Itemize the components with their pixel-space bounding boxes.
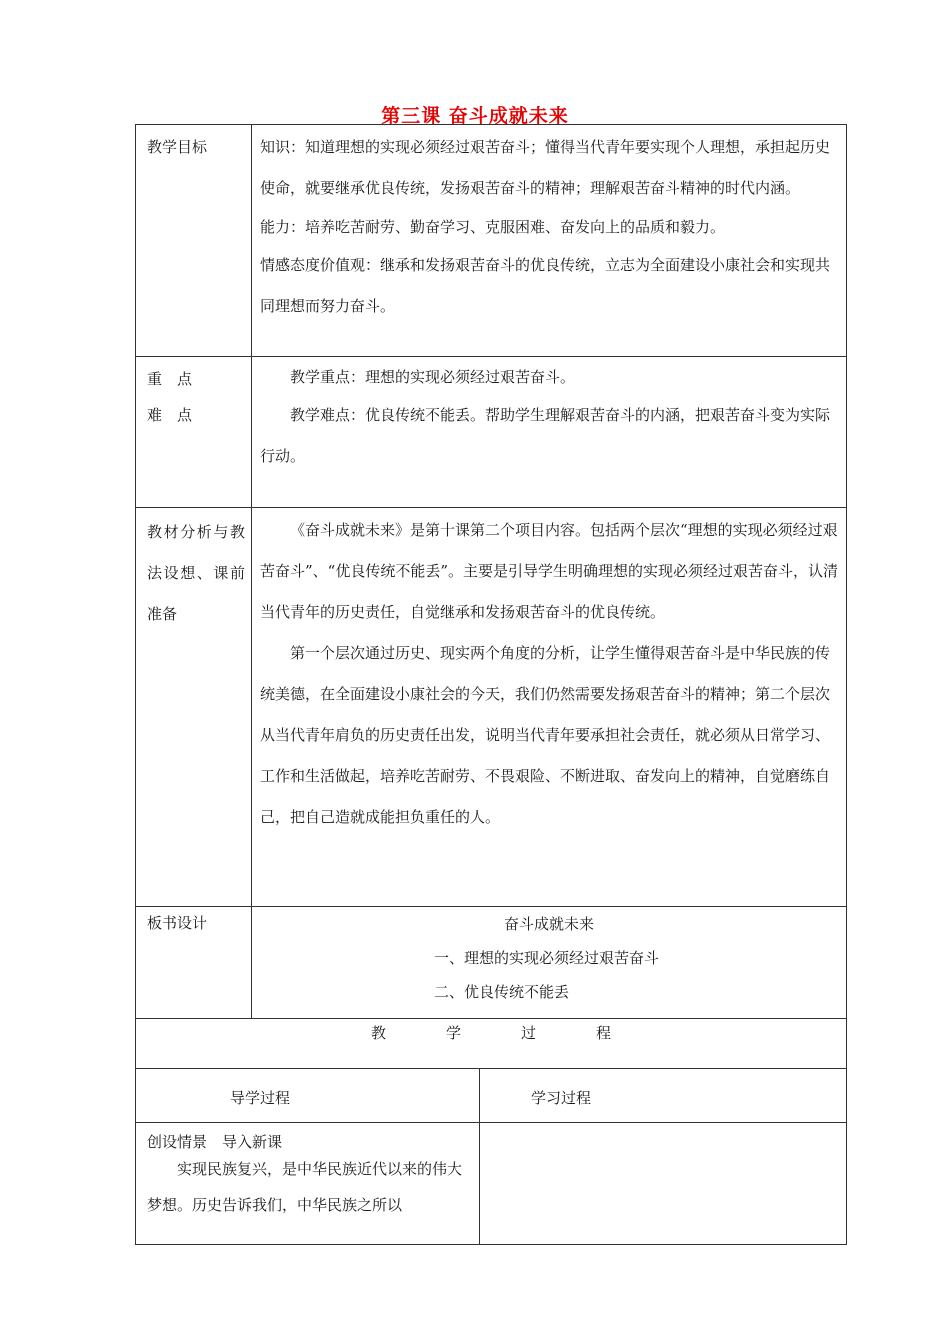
focus-labels <box>136 357 252 507</box>
learn-cell <box>480 1123 846 1244</box>
row-process-heading <box>135 1018 847 1069</box>
row-columns <box>135 1068 847 1123</box>
board-label: 板书设计 <box>136 907 252 1018</box>
analysis-p1: 《奋斗成就未来》是第十课第二个项目内容。包括两个层次“理想的实现必须经过艰苦奋斗”、“优良传统不能丢”。主要是引导学生明确理想的实现必须经过艰苦奋斗，认清当代青年的历史责任，自觉继承和发扬艰苦奋斗的优良传统。 <box>260 521 839 621</box>
board-line2: 一、理想的实现必须经过艰苦奋斗 <box>434 949 660 967</box>
focus-key: 教学重点：理想的实现必须经过艰苦奋斗。 <box>290 368 576 386</box>
goals-ability: 能力：培养吃苦耐劳、勤奋学习、克服困难、奋发向上的品质和毅力。 <box>260 218 726 236</box>
row-goals <box>135 124 847 357</box>
analysis-label-text: 教材分析与教法设想、课前准备 <box>147 523 245 623</box>
col-learn-label: 学习过程 <box>531 1089 592 1107</box>
col-guide-label: 导学过程 <box>230 1089 291 1107</box>
intro-text: 实现民族复兴，是中华民族近代以来的伟大梦想。历史告诉我们，中华民族之所以 <box>147 1160 463 1214</box>
board-line3: 二、优良传统不能丢 <box>434 983 570 1001</box>
row-board <box>135 906 847 1019</box>
focus-difficulty: 教学难点：优良传统不能丢。帮助学生理解艰苦奋斗的内涵，把艰苦奋斗变为实际行动。 <box>260 406 831 465</box>
guide-cell <box>136 1123 480 1244</box>
goals-content <box>252 125 846 356</box>
board-content <box>252 907 846 1018</box>
focus-content <box>252 357 846 507</box>
page-title: 第三课 奋斗成就未来 <box>381 105 569 127</box>
col-guide <box>136 1069 480 1122</box>
label-difficulty: 难 点 <box>147 406 193 424</box>
analysis-label <box>136 508 252 906</box>
row-analysis <box>135 507 847 907</box>
process-heading: 教 学 过 程 <box>370 1024 611 1042</box>
goals-knowledge: 知识：知道理想的实现必须经过艰苦奋斗；懂得当代青年要实现个人理想，承担起历史使命，就要继承优良传统，发扬艰苦奋斗的精神；理解艰苦奋斗精神的时代内涵。 <box>260 138 831 197</box>
col-learn <box>480 1069 846 1122</box>
row-process-content <box>135 1122 847 1245</box>
board-line1: 奋斗成就未来 <box>503 915 594 933</box>
row-focus <box>135 356 847 508</box>
goals-emotion: 情感态度价值观：继承和发扬艰苦奋斗的优良传统，立志为全面建设小康社会和实现共同理想而努力奋斗。 <box>260 256 831 315</box>
goals-label: 教学目标 <box>136 125 252 356</box>
analysis-p2: 第一个层次通过历史、现实两个角度的分析，让学生懂得艰苦奋斗是中华民族的传统美德，在全面建设小康社会的今天，我们仍然需要发扬艰苦奋斗的精神；第二个层次从当代青年肩负的历史责任出发，说明当代青年要承担社会责任，就必须从日常学习、工作和生活做起，培养吃苦耐劳、不畏艰险、不断进取、奋发向上的精神，自觉磨练自己，把自己造就成能担负重任的人。 <box>260 644 831 826</box>
intro-title: 创设情景 导入新课 <box>147 1133 283 1151</box>
analysis-content <box>252 508 846 906</box>
label-key-point: 重 点 <box>147 370 193 388</box>
